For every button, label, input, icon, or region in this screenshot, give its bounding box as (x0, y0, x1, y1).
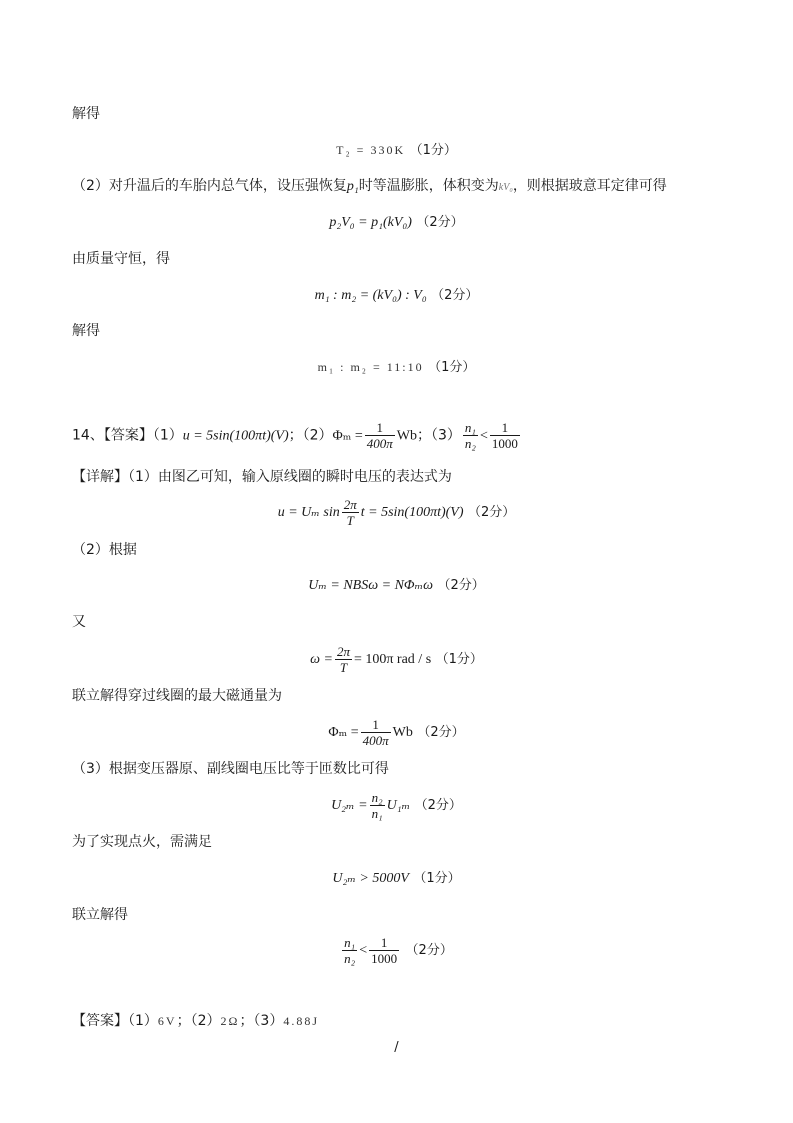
q14-frac-n-den: n₂ (464, 436, 476, 451)
eq-u-frac-den: T (342, 512, 359, 528)
q14-label: 14、【答案】（1） (72, 427, 183, 444)
final-answer (72, 1012, 319, 1030)
eq-u2m: U₂ₘ > 5000V (332, 871, 409, 886)
eq-turns-den: n₂ (344, 950, 356, 966)
text-you: 又 (72, 614, 86, 630)
page-number: / (394, 1040, 399, 1055)
eq-phi-b: Wb (392, 725, 413, 740)
score-t2: （1分） (409, 143, 457, 158)
score-u2: （2分） (414, 798, 462, 813)
final-answer-3: 4.88J (283, 1014, 320, 1028)
final-answer-1: 6V (157, 1014, 177, 1028)
text-jiede-2: 解得 (72, 323, 100, 339)
score-phi: （2分） (417, 725, 465, 740)
eq-turns-rden: 1000 (371, 950, 398, 966)
text-lianli-jiede: 联立解得 (72, 907, 128, 923)
q14-eq3-op: < (479, 428, 488, 444)
eq-phi-frac-den: 400π (362, 732, 389, 748)
eq-u2-frac-den: n₁ (371, 805, 383, 821)
text-mass-conservation: 由质量守恒，得 (72, 251, 170, 267)
equation-turns (0, 934, 793, 967)
score-boyle: （2分） (416, 215, 464, 230)
equation-omega (0, 643, 793, 676)
part2-text-a: （2）对升温后的车胎内总气体，设压强恢复 (72, 178, 347, 194)
part2-p1: p₁ (346, 179, 359, 194)
eq-u-b: t = 5sin(100πt)(V) (360, 505, 464, 520)
eq-u-frac-num: 2π (343, 496, 357, 512)
eq-turns-rnum: 1 (380, 934, 388, 950)
text-ignition: 为了实现点火，需满足 (72, 834, 212, 850)
score-um: （2分） (437, 578, 485, 593)
equation-u (0, 496, 793, 529)
q14-frac-phi (365, 420, 395, 451)
eq-mass-ratio: m₁ : m₂ = (kV₀) : V₀ (314, 288, 427, 303)
equation-mass-result (0, 358, 793, 377)
final-answer-sep1: ；（2） (176, 1013, 221, 1029)
text-lianli-phi: 联立解得穿过线圈的最大磁通量为 (72, 688, 282, 704)
eq-omega-b: = 100π rad / s (353, 652, 432, 667)
eq-um: Uₘ = NBSω = NΦₘω (308, 578, 434, 593)
score-mass-ratio: （2分） (431, 288, 479, 303)
eq-u2-b: U₁ₘ (386, 798, 411, 813)
q14-frac-r (490, 420, 520, 451)
q14-sep1: ；（2） (288, 427, 333, 444)
q14-frac-phi-den: 400π (366, 436, 393, 451)
text-transformer: （3）根据变压器原、副线圈电压比等于匝数比可得 (72, 761, 389, 777)
q14-answer (72, 420, 522, 452)
equation-boyle (0, 213, 793, 232)
q14-sep2: ；（3） (417, 427, 461, 444)
score-u2m: （1分） (413, 871, 461, 886)
eq-u2-a: U₂ₘ = (331, 798, 368, 813)
equation-phi (0, 716, 793, 749)
eq-turns-op: < (359, 943, 368, 958)
eq-mass-result: m₁ : m₂ = 11:10 (317, 360, 424, 374)
eq-phi-frac-num: 1 (372, 716, 379, 732)
eq-phi-frac (361, 717, 391, 748)
score-omega: （1分） (435, 652, 483, 667)
part2-kv: kV₀ (498, 182, 513, 193)
eq-phi-a: Φₘ = (328, 725, 359, 740)
eq-u-a: u = Uₘ sin (277, 505, 340, 520)
final-answer-sep2: ；（3） (239, 1013, 284, 1029)
final-answer-label: 【答案】（1） (72, 1013, 158, 1029)
eq-omega-a: ω = (310, 652, 333, 667)
text-detail: 【详解】（1）由图乙可知，输入原线圈的瞬时电压的表达式为 (72, 469, 452, 485)
equation-um (0, 576, 793, 595)
eq-t2: T₂ = 330K (336, 143, 406, 157)
equation-u2 (0, 789, 793, 822)
q14-frac-r-num: 1 (501, 420, 509, 435)
eq-omega-frac-den: T (335, 659, 352, 675)
q14-eq1: u = 5sin(100πt)(V) (182, 428, 289, 444)
score-mass-result: （1分） (428, 360, 476, 375)
part2-text-b: 时等温膨胀，体积变为 (358, 178, 499, 194)
score-u: （2分） (467, 505, 516, 520)
q14-eq2b: Wb (396, 428, 417, 444)
q14-frac-r-den: 1000 (491, 436, 518, 451)
equation-t2 (0, 141, 793, 160)
q14-eq2a: Φₘ = (332, 428, 363, 444)
eq-u2-frac (370, 790, 385, 821)
equation-mass-ratio (0, 286, 793, 305)
q14-frac-n-num: n₁ (464, 420, 476, 435)
score-turns: （2分） (405, 943, 453, 958)
text-genju: （2）根据 (72, 542, 137, 558)
final-answer-2: 2Ω (220, 1014, 240, 1028)
eq-turns-frac (342, 935, 357, 966)
q14-frac-phi-num: 1 (376, 420, 384, 435)
eq-u-frac (342, 497, 359, 528)
part2-text-c: ，则根据玻意耳定律可得 (512, 178, 667, 194)
eq-omega-frac-num: 2π (336, 643, 350, 659)
q14-frac-n (463, 420, 478, 451)
eq-turns-rfrac (369, 935, 399, 966)
eq-omega-frac (335, 644, 352, 675)
paragraph-part2 (72, 177, 667, 197)
text-jiede-1: 解得 (72, 106, 100, 122)
equation-u2m (0, 869, 793, 888)
eq-u2-frac-num: n₂ (371, 789, 383, 805)
eq-turns-num: n₁ (344, 934, 356, 950)
eq-boyle: p₂V₀ = p₁(kV₀) (329, 215, 412, 230)
